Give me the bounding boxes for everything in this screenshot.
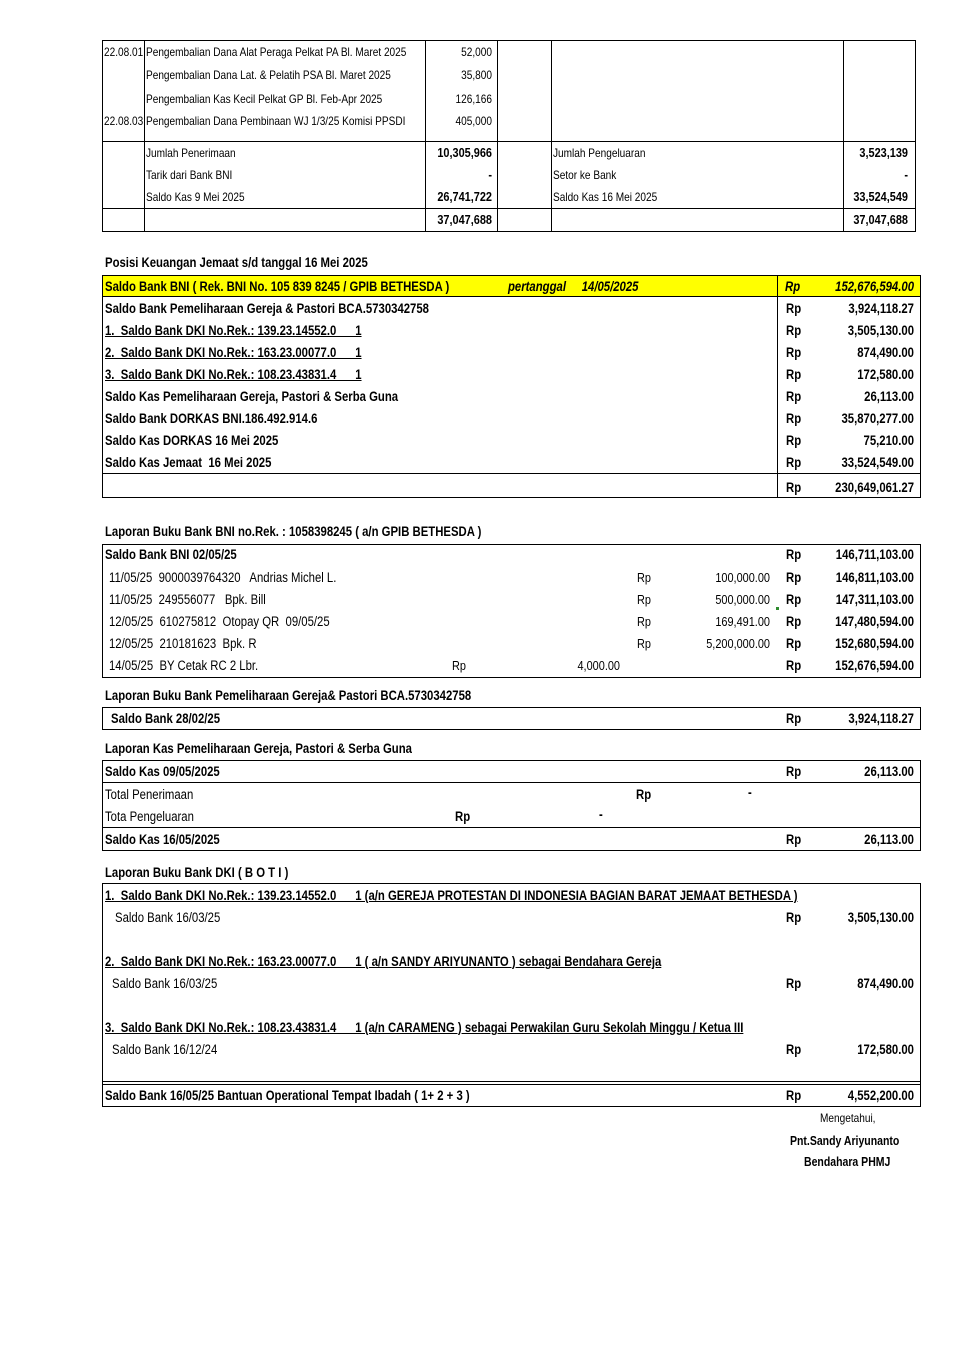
bni-opening-label: Saldo Bank BNI 02/05/25 <box>105 547 237 562</box>
signature-known: Mengetahui, <box>820 1111 876 1125</box>
dki-account-sub: Saldo Bank 16/03/25 <box>115 910 221 925</box>
dki-account-header: 3. Saldo Bank DKI No.Rek.: 108.23.43831.4 1 (a/n CARAMENG ) sebagai Perwakilan Guru Sekolah Minggu / Ketua III <box>105 1020 744 1035</box>
total-left: 37,047,688 <box>437 212 492 227</box>
posisi-row-rp: Rp <box>786 455 802 470</box>
row-amount: 52,000 <box>461 45 492 59</box>
bni-row-balance: 152,680,594.00 <box>835 636 914 651</box>
dki-total-rp: Rp <box>786 1088 802 1103</box>
bni-row-debit-rp: Rp <box>452 658 466 673</box>
dki-account-rp: Rp <box>786 1042 802 1057</box>
posisi-total-rp: Rp <box>786 480 802 495</box>
highlight-date: pertanggal 14/05/2025 <box>508 279 639 294</box>
posisi-row-value: 874,490.00 <box>857 345 914 360</box>
bni-opening-rp: Rp <box>786 547 802 562</box>
bni-row-balance: 152,676,594.00 <box>835 658 914 673</box>
posisi-row-label: Saldo Bank DORKAS BNI.186.492.914.6 <box>105 411 318 426</box>
dki-account-sub: Saldo Bank 16/03/25 <box>112 976 218 991</box>
section-title: Laporan Buku Bank DKI ( B O T I ) <box>105 865 289 880</box>
bca-value: 3,924,118.27 <box>848 711 914 726</box>
posisi-row-label: Saldo Bank Pemeliharaan Gereja & Pastori BCA.5730342758 <box>105 301 429 316</box>
bni-row-balance: 147,311,103.00 <box>835 592 914 607</box>
kas-penerimaan-label: Total Penerimaan <box>105 787 194 802</box>
posisi-row-rp: Rp <box>786 323 802 338</box>
kas-pengeluaran-value: - <box>599 807 603 822</box>
summary-value: 33,524,549 <box>853 189 908 204</box>
posisi-row-value: 3,505,130.00 <box>847 323 914 338</box>
bni-row-credit: 5,200,000.00 <box>706 636 770 651</box>
bni-row-desc: 11/05/25 9000039764320 Andrias Michel L. <box>109 570 337 585</box>
dki-account-rp: Rp <box>786 976 802 991</box>
posisi-row-label: Saldo Kas Jemaat 16 Mei 2025 <box>105 455 272 470</box>
dki-total-label: Saldo Bank 16/05/25 Bantuan Operational Tempat Ibadah ( 1+ 2 + 3 ) <box>105 1088 470 1103</box>
dki-account-value: 874,490.00 <box>857 976 914 991</box>
row-desc: Pengembalian Dana Lat. & Pelatih PSA Bl. Maret 2025 <box>146 68 391 82</box>
bni-row-credit-rp: Rp <box>637 570 651 585</box>
kas-penerimaan-rp: Rp <box>636 787 652 802</box>
summary-label: Saldo Kas 9 Mei 2025 <box>146 190 245 204</box>
bni-row-credit: 169,491.00 <box>715 614 770 629</box>
bni-row-rp: Rp <box>786 592 802 607</box>
posisi-row-value: 35,870,277.00 <box>841 411 914 426</box>
bni-row-desc: 12/05/25 610275812 Otopay QR 09/05/25 <box>109 614 330 629</box>
bni-row-debit: 4,000.00 <box>577 658 620 673</box>
highlight-label: Saldo Bank BNI ( Rek. BNI No. 105 839 8245 / GPIB BETHESDA ) <box>105 279 450 294</box>
total-right: 37,047,688 <box>853 212 908 227</box>
dki-account-sub: Saldo Bank 16/12/24 <box>112 1042 218 1057</box>
summary-value: - <box>904 167 908 182</box>
kas-closing-value: 26,113.00 <box>864 832 914 847</box>
posisi-row-label: Saldo Kas Pemeliharaan Gereja, Pastori & Serba Guna <box>105 389 399 404</box>
dki-account-value: 172,580.00 <box>857 1042 914 1057</box>
row-desc: Pengembalian Dana Alat Peraga Pelkat PA Bl. Maret 2025 <box>146 45 407 59</box>
kas-penerimaan-value: - <box>748 785 752 800</box>
posisi-row-rp: Rp <box>786 411 802 426</box>
kas-pengeluaran-label: Tota Pengeluaran <box>105 809 194 824</box>
posisi-row-rp: Rp <box>786 389 802 404</box>
bni-row-credit: 500,000.00 <box>715 592 770 607</box>
posisi-row-value: 172,580.00 <box>857 367 914 382</box>
posisi-row-value: 75,210.00 <box>863 433 914 448</box>
summary-label: Jumlah Penerimaan <box>146 146 236 160</box>
highlight-rp: Rp <box>785 279 801 294</box>
dki-account-value: 3,505,130.00 <box>847 910 914 925</box>
signature-name: Pnt.Sandy Ariyunanto <box>790 1134 900 1148</box>
posisi-row-label: 2. Saldo Bank DKI No.Rek.: 163.23.00077.0 1 <box>105 345 362 360</box>
kas-opening-value: 26,113.00 <box>864 764 914 779</box>
summary-value: 3,523,139 <box>859 145 908 160</box>
row-desc: Pengembalian Kas Kecil Pelkat GP Bl. Feb-Apr 2025 <box>146 92 383 106</box>
row-amount: 35,800 <box>461 68 492 82</box>
kas-closing-rp: Rp <box>786 832 802 847</box>
summary-value: - <box>488 167 492 182</box>
section-title: Laporan Kas Pemeliharaan Gereja, Pastori & Serba Guna <box>105 741 412 756</box>
bni-row-rp: Rp <box>786 614 802 629</box>
bni-row-credit: 100,000.00 <box>715 570 770 585</box>
posisi-row-rp: Rp <box>786 345 802 360</box>
bni-row-credit-rp: Rp <box>637 636 651 651</box>
posisi-row-label: 3. Saldo Bank DKI No.Rek.: 108.23.43831.4 1 <box>105 367 362 382</box>
bni-opening-value: 146,711,103.00 <box>835 547 914 562</box>
section-title: Laporan Buku Bank BNI no.Rek. : 1058398245 ( a/n GPIB BETHESDA ) <box>105 524 482 539</box>
posisi-row-rp: Rp <box>786 433 802 448</box>
dki-account-header: 2. Saldo Bank DKI No.Rek.: 163.23.00077.0 1 ( a/n SANDY ARIYUNANTO ) sebagai Bendahara Gereja <box>105 954 662 969</box>
bni-row-credit-rp: Rp <box>637 614 651 629</box>
kas-opening-rp: Rp <box>786 764 802 779</box>
posisi-row-label: 1. Saldo Bank DKI No.Rek.: 139.23.14552.0 1 <box>105 323 362 338</box>
section-title: Posisi Keuangan Jemaat s/d tanggal 16 Mei 2025 <box>105 255 368 270</box>
posisi-row-rp: Rp <box>786 367 802 382</box>
bni-row-desc: 11/05/25 249556077 Bpk. Bill <box>109 592 266 607</box>
bni-row-rp: Rp <box>786 570 802 585</box>
dki-account-header: 1. Saldo Bank DKI No.Rek.: 139.23.14552.0 1 (a/n GEREJA PROTESTAN DI INDONESIA BAGIAN BARAT JEMAAT BETHESDA ) <box>105 888 798 903</box>
bni-row-balance: 146,811,103.00 <box>835 570 914 585</box>
posisi-row-rp: Rp <box>786 301 802 316</box>
green-mark <box>776 607 779 610</box>
section-title: Laporan Buku Bank Pemeliharaan Gereja& Pastori BCA.5730342758 <box>105 688 472 703</box>
posisi-total-value: 230,649,061.27 <box>835 480 914 495</box>
bni-row-desc: 14/05/25 BY Cetak RC 2 Lbr. <box>109 658 259 673</box>
bni-row-balance: 147,480,594.00 <box>835 614 914 629</box>
posisi-row-value: 26,113.00 <box>864 389 914 404</box>
summary-label: Jumlah Pengeluaran <box>553 146 646 160</box>
bni-row-rp: Rp <box>786 658 802 673</box>
summary-label: Setor ke Bank <box>553 168 617 182</box>
bca-rp: Rp <box>786 711 802 726</box>
summary-label: Tarik dari Bank BNI <box>146 168 233 182</box>
posisi-row-label: Saldo Kas DORKAS 16 Mei 2025 <box>105 433 279 448</box>
kas-pengeluaran-rp: Rp <box>455 809 471 824</box>
row-amount: 126,166 <box>455 92 492 106</box>
highlight-value: 152,676,594.00 <box>835 279 914 294</box>
summary-value: 10,305,966 <box>437 145 492 160</box>
row-code: 22.08.03 <box>104 114 144 128</box>
kas-opening-label: Saldo Kas 09/05/2025 <box>105 764 220 779</box>
signature-role: Bendahara PHMJ <box>804 1155 891 1169</box>
bca-label: Saldo Bank 28/02/25 <box>111 711 221 726</box>
row-code: 22.08.01 <box>104 45 144 59</box>
row-desc: Pengembalian Dana Pembinaan WJ 1/3/25 Komisi PPSDI <box>146 114 406 128</box>
posisi-row-value: 33,524,549.00 <box>841 455 914 470</box>
summary-value: 26,741,722 <box>437 189 492 204</box>
bni-row-credit-rp: Rp <box>637 592 651 607</box>
kas-closing-label: Saldo Kas 16/05/2025 <box>105 832 220 847</box>
summary-label: Saldo Kas 16 Mei 2025 <box>553 190 658 204</box>
bni-row-rp: Rp <box>786 636 802 651</box>
dki-total-value: 4,552,200.00 <box>847 1088 914 1103</box>
posisi-row-value: 3,924,118.27 <box>848 301 914 316</box>
dki-account-rp: Rp <box>786 910 802 925</box>
bni-row-desc: 12/05/25 210181623 Bpk. R <box>109 636 257 651</box>
row-amount: 405,000 <box>455 114 492 128</box>
